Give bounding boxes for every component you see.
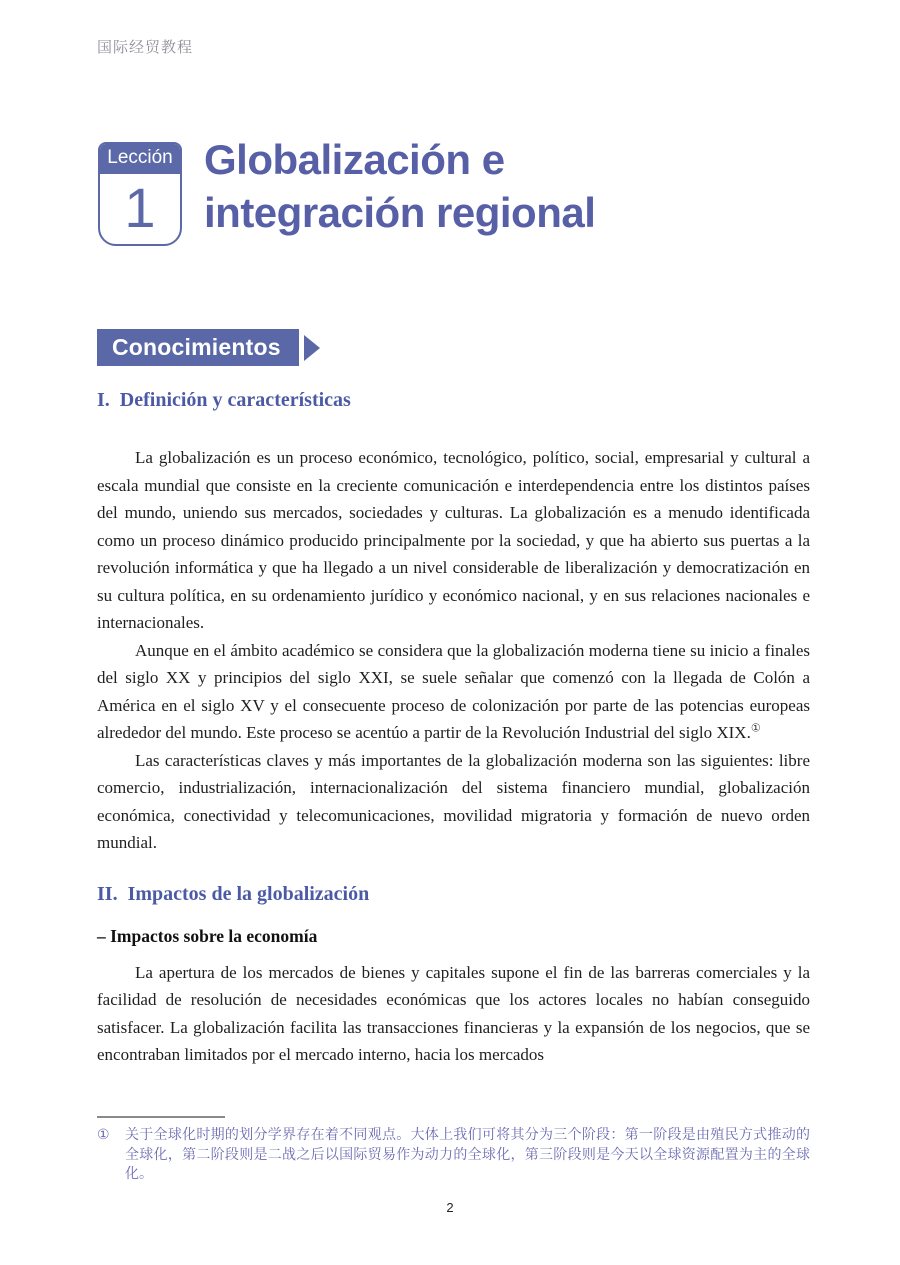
main-text-column <box>97 389 810 1069</box>
paragraph-definition-2-text: Aunque en el ámbito académico se considera que la globalización moderna tiene su inicio a finales del siglo XX y principios del siglo XXI, se suele señalar que comenzó con la llegada de Colón a América en el siglo XV y el consecuente proceso de colonización por parte de las potencias europeas alrededor del mundo. Este proceso se acentúo a partir de la Revolución Industrial del siglo XIX. <box>97 640 810 742</box>
knowledge-section-badge-label: Conocimientos <box>112 334 281 360</box>
lesson-title <box>204 133 595 239</box>
lesson-badge-number: 1 <box>124 176 156 239</box>
lesson-badge-label: Lección <box>100 144 180 174</box>
footnote <box>97 1126 810 1185</box>
footnote-separator-rule <box>97 1116 225 1118</box>
footnote-marker: ① <box>97 1128 110 1143</box>
knowledge-section-badge <box>97 329 299 366</box>
running-header: 国际经贸教程 <box>97 39 194 56</box>
paragraph-economy-1: La apertura de los mercados de bienes y capitales supone el fin de las barreras comerciales y la facilidad de resolución de necesidades económicas que los actores locales no habían conseguido satisfacer. La globalización facilita las transacciones financieras y la expansión de los negocios, que se encontraban limitados por el mercado interno, hacia los mercados <box>97 962 810 1064</box>
paragraph-definition-1: La globalización es un proceso económico, tecnológico, político, social, empresarial y cultural a escala mundial que consiste en la creciente comunicación e interdependencia entre los distintos países del mundo, uniendo sus mercados, sociedades y culturas. La globalización es a menudo identificada como un proceso dinámico producido principalmente por la sociedad, y que ha abierto sus puertas a la revolución informática y que ha llegado a un nivel considerable de liberalización y democratización en su cultura política, en su ordenamiento jurídico y económico nacional, y en sus relaciones nacionales e internacionales. <box>97 448 810 632</box>
lesson-title-line2: integración regional <box>204 189 596 236</box>
heading-section-1: I. Definición y características <box>97 389 351 411</box>
footnote-text: 关于全球化时期的划分学界存在着不同观点。大体上我们可将其分为三个阶段：第一阶段是由殖民方式推动的全球化，第二阶段则是二战之后以国际贸易作为动力的全球化，第三阶段则是今天以全球资源配置为主的全球化。 <box>125 1128 810 1182</box>
paragraph-definition-3: Las características claves y más importantes de la globalización moderna son las siguientes: libre comercio, industrialización, internacionalización del sistema financiero mundial, globalización económica, conectividad y telecomunicaciones, movilidad migratoria y formación de nuevo orden mundial. <box>97 750 810 852</box>
page-number: 2 <box>446 1200 454 1215</box>
lesson-header <box>98 136 596 246</box>
heading-section-2: II. Impactos de la globalización <box>97 882 370 905</box>
lesson-number-badge <box>98 142 182 246</box>
paragraph-definition-2 <box>97 637 810 747</box>
footnote-area <box>97 1116 810 1185</box>
footnote-reference-mark: ① <box>750 722 761 735</box>
subheading-economy-impacts: – Impactos sobre la economía <box>97 925 318 946</box>
lesson-title-line1: Globalización e <box>204 136 505 183</box>
